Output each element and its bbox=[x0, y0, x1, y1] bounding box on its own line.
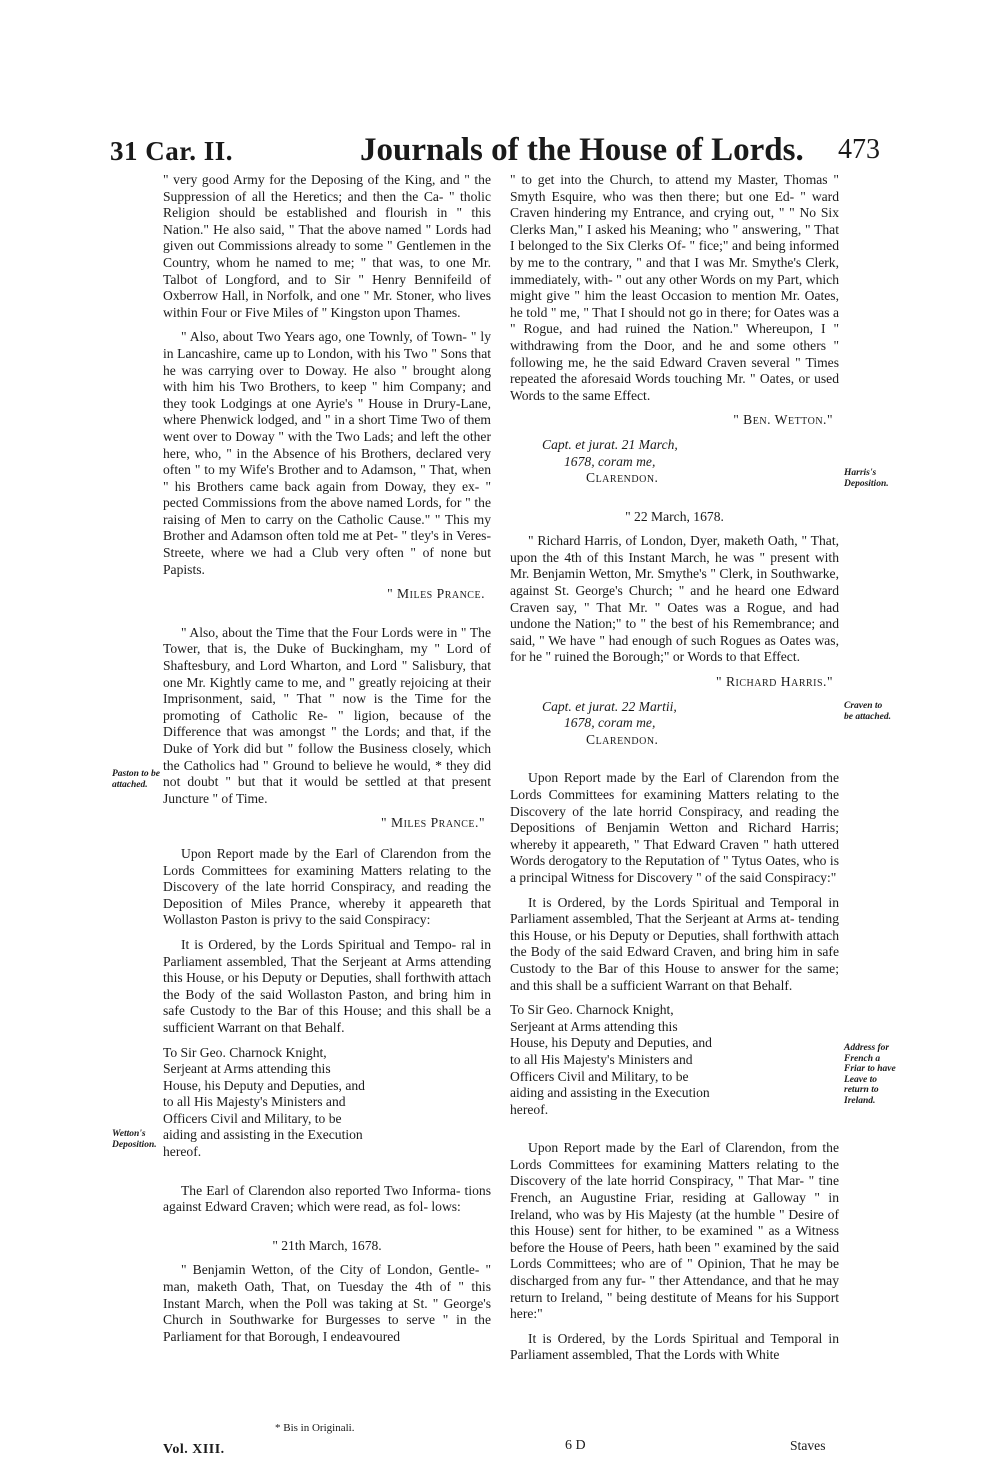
warrant-address: To Sir Geo. Charnock Knight, Serjeant at Arms attending this House, his Deputy and Deputies, and to all His Majesty's Ministers and Officers Civil and Military, to be aiding and assisting in the Execution hereof. bbox=[163, 1044, 365, 1160]
attestation-line: 1678, coram me, bbox=[564, 715, 656, 731]
left-paragraph: " Also, about the Time that the Four Lords were in " The Tower, that is, the Duke of Buckingham, my " Lord of Shaftesbury, and Lord Wharton, and Lord " Salisbury, that one Mr. Kightly came to me, and " greatly rejoicing at their Imprisonment, said, " That " now is the Time for the promoting of Catholic Re- " ligion, because of the Difference that was amongst " the Lords; and that, if the Duke of York did but " follow the Business closely, which the Catholics had " Ground to believe he would, * they did not doubt " but that it would be settled at that present Juncture " of Time. bbox=[163, 624, 491, 806]
signature-richard-harris: " Richard Harris." bbox=[716, 674, 833, 690]
page-number: 473 bbox=[838, 134, 880, 165]
margin-note-harris: Harris's Deposition. bbox=[844, 468, 889, 489]
right-paragraph: " to get into the Church, to attend my Master, Thomas " Smyth Esquire, who was then there; but one Ed- " ward Craven hindering my Entrance, and crying out, " " No Six Clerks Man," I asked his Meaning; who " answering, " That I belonged to the Six Clerks Of- " fice;" and being informed by me to the contrary, " and that I was Mr. Smythe's Clerk, immediately, with- " out any other Words on my Part, which might give " him the least Occasion to mention Mr. Oates, he told " me, " That I should not go in there; for Oates was a " Rogue, and had ruined the Nation." Whereupon, I " withdrawing from the Door, and he and some others " following me, he the said Edward Craven several " Times repeated the aforesaid Words touching Mr. " Oates, or used Words to the same Effect. bbox=[510, 172, 839, 403]
margin-note-paston: Paston to be attached. bbox=[112, 769, 161, 790]
attestation-signer: Clarendon. bbox=[586, 470, 659, 486]
margin-note-craven: Craven to be attached. bbox=[844, 701, 891, 722]
attestation-line: Capt. et jurat. 21 March, bbox=[542, 436, 678, 452]
attestation-line: Capt. et jurat. 22 Martii, bbox=[542, 698, 677, 714]
right-paragraph: Upon Report made by the Earl of Clarendon from the Lords Committees for examining Matters relating to the Discovery of the late horrid Conspiracy, and reading the Depositions of Benjamin Wetton and Richard Harris; whereby it appeareth, " That Edward Craven " hath uttered Words derogatory to the Reputation of " Tytus Oates, who is a principal Witness for Discovery " of the said Conspiracy:" bbox=[510, 770, 839, 885]
deposition-date: " 22 March, 1678. bbox=[625, 508, 724, 524]
right-paragraph: It is Ordered, by the Lords Spiritual and Temporal in Parliament assembled, That the Serjeant at Arms at- tending this House, or his Deputy or Deputies, shall forthwith attach the Body of the said Edward Craven, and bring him in safe Custody to the Bar of this House to answer for the same; and this shall be a sufficient Warrant on that Behalf. bbox=[510, 894, 839, 993]
signature-mark: 6 D bbox=[565, 1438, 586, 1453]
left-column bbox=[163, 172, 491, 1345]
warrant-address: To Sir Geo. Charnock Knight, Serjeant at Arms attending this House, his Deputy and Deputies, and to all His Majesty's Ministers and Officers Civil and Military, to be aiding and assisting in the Execution hereof. bbox=[510, 1002, 712, 1117]
signature-miles-prance: " Miles Prance. bbox=[387, 586, 485, 602]
attestation-block bbox=[510, 437, 839, 487]
right-paragraph: " Richard Harris, of London, Dyer, maketh Oath, " That, upon the 4th of this Instant March, he was " present with Mr. Benjamin Wetton, Mr. Smythe's " Clerk, in Southwarke, against St. George's Church; " and he heard one Edward Craven say, " That Mr. " Oates was a Rogue, and had undone the Nation;" to " the best of his Remembrance; and said, " We have " had enough of such Rogues as Oates was, for he " ruined the Borough;" or Words to that Effect. bbox=[510, 533, 839, 665]
left-paragraph: The Earl of Clarendon also reported Two Informa- tions against Edward Craven; which were read, as fol- lows: bbox=[163, 1182, 491, 1215]
volume-mark: Vol. XIII. bbox=[163, 1442, 225, 1457]
right-column bbox=[510, 172, 839, 1364]
margin-note-wetton: Wetton's Deposition. bbox=[112, 1129, 157, 1150]
signature-ben-wetton: " Ben. Wetton." bbox=[733, 412, 833, 428]
left-paragraph: " Benjamin Wetton, of the City of London, Gentle- " man, maketh Oath, That, on Tuesday the 4th of " this Instant March, when the Poll was taking at St. " George's Church in Southwarke for Burgesses to serve " in the Parliament for that Borough, I endeavoured bbox=[163, 1262, 491, 1344]
left-paragraph: It is Ordered, by the Lords Spiritual and Tempo- ral in Parliament assembled, That the Serjeant at Arms attending this House, or his Deputy or Deputies, shall forthwith attach the Body of the said Wollaston Paston, and bring him in safe Custody to the Bar of this House; and this shall be a sufficient Warrant on that Behalf. bbox=[163, 936, 491, 1035]
regnal-year-header: 31 Car. II. bbox=[110, 136, 234, 166]
left-paragraph: " very good Army for the Deposing of the King, and " the Suppression of all the Heretics; and then the Ca- " tholic Religion should be established and flourish in " this Nation." He also said, " That the above named " Lords had given out Commissions already to some " Gentlemen in the Country, whom he named to me; " that was, to one Mr. Talbot of Longford, and to Sir " Henry Bennifeild of Oxberrow Hall, in Norfolk, and one " Mr. Stoner, who lives within Four or Five Miles of " Kingston upon Thames. bbox=[163, 172, 491, 320]
attestation-line: 1678, coram me, bbox=[564, 453, 656, 469]
margin-note-address: Address for French a Friar to have Leave to return to Ireland. bbox=[844, 1043, 896, 1106]
right-paragraph: It is Ordered, by the Lords Spiritual and Temporal in Parliament assembled, That the Lords with White bbox=[510, 1330, 839, 1363]
footnote: * Bis in Originali. bbox=[275, 1422, 355, 1434]
deposition-date: " 21th March, 1678. bbox=[272, 1237, 382, 1253]
left-paragraph: Upon Report made by the Earl of Clarendon from the Lords Committees for examining Matters relating to the Discovery of the late horrid Conspiracy, and reading the Deposition of Miles Prance, whereby it appeareth that Wollaston Paston is privy to the said Conspiracy: bbox=[163, 845, 491, 928]
left-paragraph: " Also, about Two Years ago, one Townly, of Town- " ly in Lancashire, came up to London, with his Two " Sons that he was carrying over to Doway. He also " brought along with him his Two Brothers, to keep " him Company; and they took Lodgings at one Ayrie's " House in Drury-Lane, where Phenwick lodged, and " in a short Time Two of them went over to Doway " with the Two Lads; and left the other here, who, " in the Absence of his Brothers, declared very often " to my Wife's Brother and to Adamson, " That, when " his Brothers came back again from Doway, they ex- " pected Commissions from the above named Lords, for " the raising of Men to carry on the Catholic Cause." " This my Brother and Adamson often told me at Pet- " tley's in Veres-Streete, where we had a Club very often " of none but Papists. bbox=[163, 329, 491, 577]
catchword: Staves bbox=[790, 1438, 826, 1453]
attestation-signer: Clarendon. bbox=[586, 731, 659, 747]
signature-miles-prance: " Miles Prance." bbox=[381, 815, 485, 831]
attestation-block bbox=[510, 699, 839, 749]
page-title: Journals of the House of Lords. bbox=[360, 132, 804, 168]
right-paragraph: Upon Report made by the Earl of Clarendon, from the Lords Committees for examining Matters relating to the Discovery of the late horrid Conspiracy, " That Mar- " tine French, an Augustine Friar, residing at Galloway " in Ireland, who was by His Majesty (at the humble " Desire of this House) sent for hither, to be examined " as a Witness before the House of Peers, hath been " examined by the said Lords Committees; who are of " Opinion, That he may be discharged from any fur- " ther Attendance, and that he may return to Ireland, " being destitute of Means for his Support here:" bbox=[510, 1140, 839, 1322]
